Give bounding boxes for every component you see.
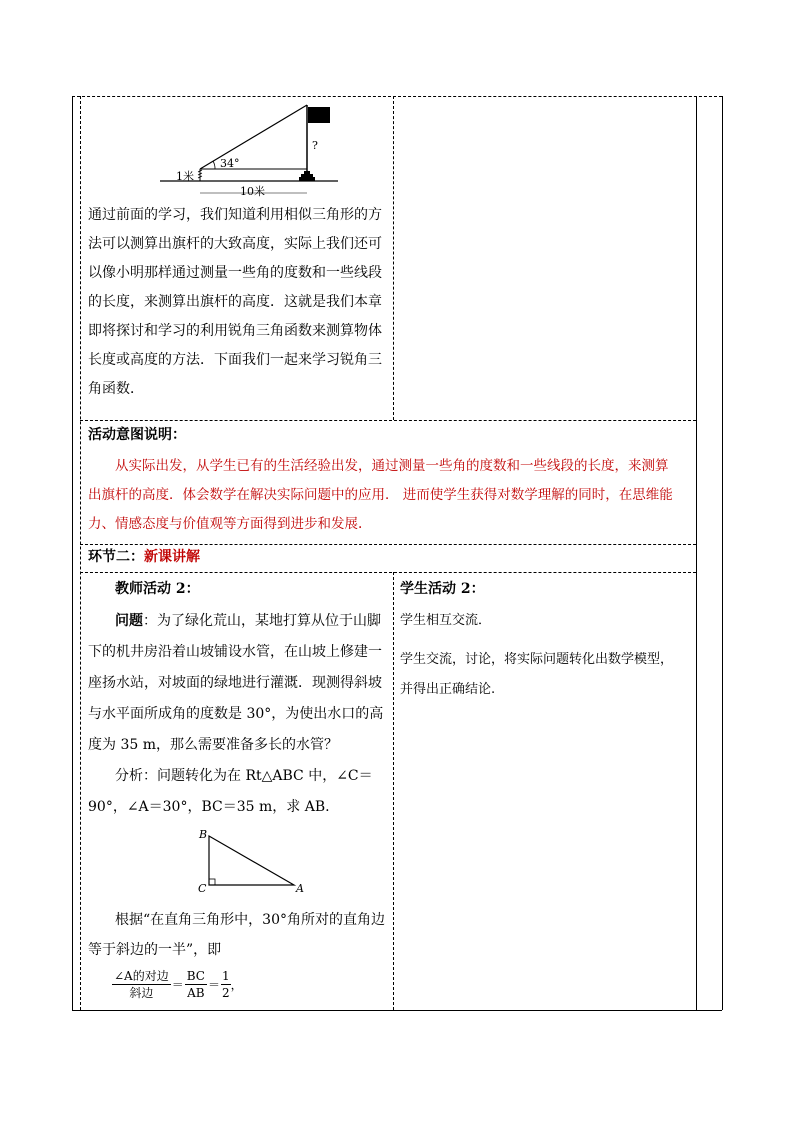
section2-title: 新课讲解 (144, 549, 200, 565)
row-line-top (72, 96, 722, 97)
fraction-denominator: 2 (222, 986, 230, 1000)
flag-base-icon (299, 171, 315, 181)
fraction-one-half (221, 968, 231, 1001)
column-divider-bottom (393, 572, 394, 1010)
vertex-label-c: C (198, 882, 207, 895)
observer-height-label: 1米 (176, 170, 194, 183)
fraction-denominator: 斜边 (129, 986, 154, 1000)
fraction-angle-opposite-over-hypotenuse (112, 968, 171, 1001)
intro-line: 通过前面的学习，我们知道利用相似三角形的方 (88, 207, 382, 223)
triangle-shape (209, 836, 294, 885)
basis-line: 等于斜边的一半”，即 (88, 942, 222, 958)
intro-paragraph (88, 201, 388, 404)
fraction-denominator: AB (187, 986, 205, 1000)
section2-heading (88, 547, 200, 567)
problem-line: 与水平面所成角的度数是 30°，为使出水口的高 (88, 706, 384, 722)
flag-icon (308, 107, 330, 123)
row-line-activities (80, 572, 696, 573)
table-left-border (72, 96, 73, 1010)
right-triangle-figure (196, 828, 306, 893)
intro-line: 以像小明那样通过测量一些角的度数和一些线段 (88, 265, 382, 281)
observer-hatch-icon (198, 170, 202, 178)
angle-arc (213, 161, 215, 169)
basis-line: 根据“在直角三角形中，30°角所对的直角边 (115, 912, 385, 928)
distance-label: 10米 (240, 185, 265, 198)
fraction-numerator: 1 (222, 969, 230, 983)
vertex-label-b: B (199, 828, 208, 841)
section2-prefix: 环节二： (88, 549, 144, 565)
intent-line: 力、情感态度与价值观等方面得到进步和发展. (88, 516, 363, 532)
fraction-numerator: BC (186, 969, 205, 983)
problem-line (88, 606, 393, 637)
intro-line: 即将探讨和学习的利用锐角三角函数来测算物体 (88, 323, 382, 339)
column-divider-top (393, 96, 394, 420)
equals-sign: ＝ (171, 978, 184, 992)
table-bottom-border (72, 1010, 722, 1011)
teacher-problem (88, 606, 393, 823)
problem-line: 下的机井房沿着山坡铺设水管，在山坡上修建一 (88, 644, 382, 660)
problem-label: 问题 (115, 613, 143, 629)
student-activity-title: 学生活动 2： (400, 581, 485, 597)
student-line: 学生交流，讨论，将实际问题转化出数学模型， (400, 652, 674, 667)
problem-line: 座扬水站，对坡面的绿地进行灌溉．现测得斜坡 (88, 675, 382, 691)
ratio-formula (112, 968, 243, 1001)
table-left-inner-border (80, 96, 81, 1010)
sight-line (200, 105, 307, 169)
row-line-section2 (80, 544, 696, 545)
basis-paragraph (88, 905, 393, 965)
student-line: 并得出正确结论. (400, 682, 496, 697)
intent-line: 从实际出发，从学生已有的生活经验出发，通过测量一些角的度数和一些线段的长度，来测算 (115, 458, 669, 474)
intent-paragraph (88, 452, 693, 539)
row-line-intent (80, 420, 696, 421)
problem-line-text: ：为了绿化荒山，某地打算从位于山脚 (143, 613, 381, 629)
angle-label: 34° (220, 157, 240, 170)
vertex-label-a: A (296, 882, 304, 895)
student-line: 学生相互交流． (400, 613, 492, 628)
right-angle-mark (209, 879, 215, 885)
teacher-activity-title: 教师活动 2： (115, 581, 200, 597)
trailing-comma: ， (230, 978, 243, 992)
intro-line: 法可以测算出旗杆的大致高度，实际上我们还可 (88, 236, 382, 252)
analysis-line: 90°，∠A＝30°，BC＝35 m，求 AB. (88, 799, 330, 815)
intent-title: 活动意图说明： (88, 427, 186, 443)
analysis-line: 分析：问题转化为在 Rt△ABC 中，∠C＝ (115, 768, 373, 784)
fraction-bc-over-ab (185, 968, 207, 1001)
intent-line: 出旗杆的高度．体会数学在解决实际问题中的应用． 进而使学生获得对数学理解的同时，在思维能 (88, 487, 673, 503)
intro-line: 长度或高度的方法．下面我们一起来学习锐角三 (88, 352, 382, 368)
equals-sign: ＝ (207, 978, 220, 992)
table-right-border (722, 96, 723, 1010)
unknown-height-label: ? (312, 139, 318, 152)
fraction-numerator: ∠A的对边 (114, 969, 169, 983)
column-right-dashed (696, 96, 697, 1010)
intro-line: 的长度，来测算出旗杆的高度．这就是我们本章 (88, 294, 382, 310)
problem-line: 度为 35 m，那么需要准备多长的水管？ (88, 737, 338, 753)
intro-line: 角函数． (88, 381, 144, 397)
